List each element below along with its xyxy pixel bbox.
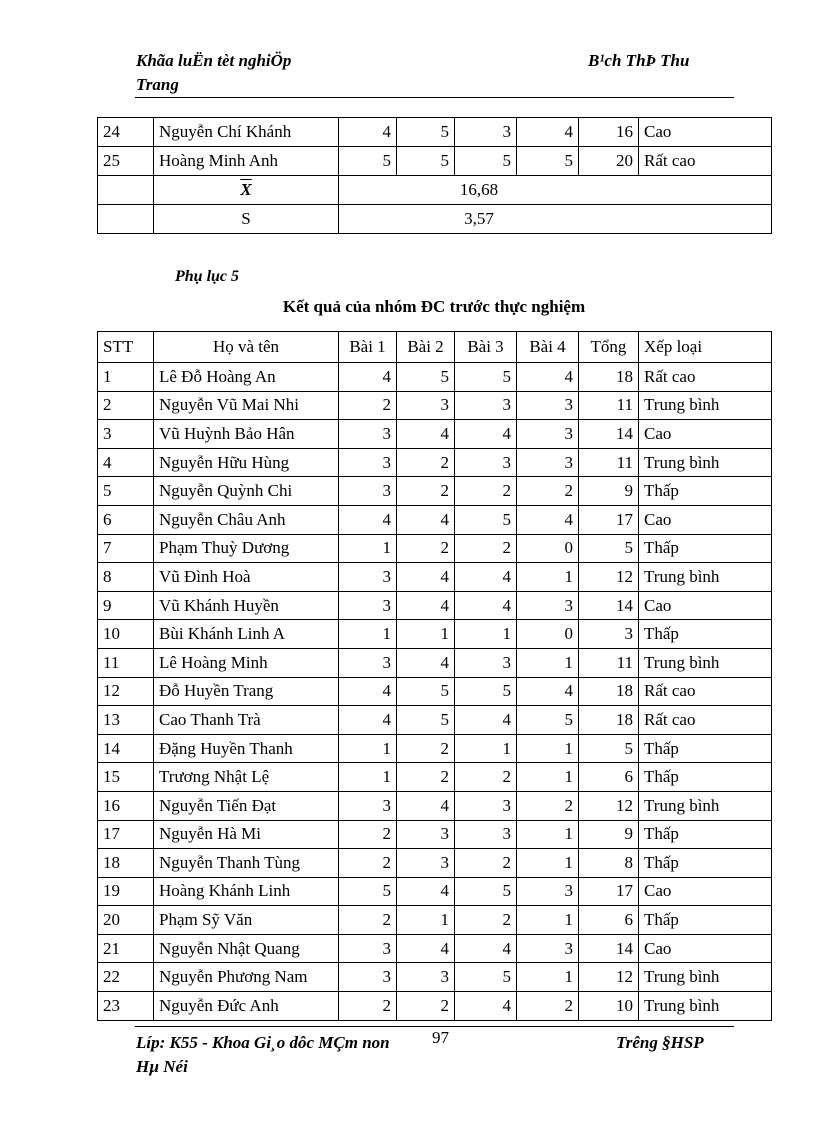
bai4-cell: 4 — [517, 677, 579, 706]
rank-cell: Thấp — [639, 734, 772, 763]
rank-cell: Cao — [639, 118, 772, 147]
bai1-cell: 1 — [339, 534, 397, 563]
col-header-rank: Xếp loại — [639, 332, 772, 363]
bai4-cell: 2 — [517, 477, 579, 506]
total-cell: 5 — [579, 734, 639, 763]
name-cell: Hoàng Minh Anh — [154, 147, 339, 176]
total-cell: 18 — [579, 363, 639, 392]
mean-row — [98, 176, 772, 205]
stt-cell: 6 — [98, 505, 154, 534]
bai1-cell: 5 — [339, 147, 397, 176]
rank-cell: Trung bình — [639, 448, 772, 477]
page-number: 97 — [432, 1028, 449, 1047]
table-row — [98, 963, 772, 992]
total-cell: 20 — [579, 147, 639, 176]
table-row — [98, 992, 772, 1021]
bai2-cell: 4 — [397, 877, 455, 906]
bai1-cell: 4 — [339, 118, 397, 147]
bai2-cell: 2 — [397, 763, 455, 792]
stt-cell: 24 — [98, 118, 154, 147]
rank-cell: Rất cao — [639, 706, 772, 735]
table-row — [98, 906, 772, 935]
bai3-cell: 3 — [455, 448, 517, 477]
bai3-cell: 4 — [455, 992, 517, 1021]
name-cell: Nguyễn Quỳnh Chi — [154, 477, 339, 506]
total-cell: 14 — [579, 934, 639, 963]
name-cell: Vũ Khánh Huyền — [154, 591, 339, 620]
footer-rule — [135, 1026, 734, 1027]
stt-cell: 25 — [98, 147, 154, 176]
bai2-cell: 3 — [397, 849, 455, 878]
bai3-cell: 4 — [455, 591, 517, 620]
bai2-cell: 5 — [397, 677, 455, 706]
results-table — [97, 331, 772, 1021]
name-cell: Nguyễn Phương Nam — [154, 963, 339, 992]
bai3-cell: 3 — [455, 391, 517, 420]
table-row — [98, 791, 772, 820]
rank-cell: Thấp — [639, 820, 772, 849]
bai1-cell: 3 — [339, 420, 397, 449]
mean-label: $\overline{X}$ — [154, 176, 339, 205]
table-header-row — [98, 332, 772, 363]
total-cell: 12 — [579, 791, 639, 820]
rank-cell: Trung bình — [639, 963, 772, 992]
bai1-cell: 2 — [339, 820, 397, 849]
bai2-cell: 2 — [397, 477, 455, 506]
bai1-cell: 1 — [339, 734, 397, 763]
bai2-cell: 5 — [397, 118, 455, 147]
name-cell: Nguyễn Chí Khánh — [154, 118, 339, 147]
bai3-cell: 3 — [455, 648, 517, 677]
stt-cell: 20 — [98, 906, 154, 935]
table-row — [98, 477, 772, 506]
name-cell: Nguyễn Thanh Tùng — [154, 849, 339, 878]
table-row — [98, 118, 772, 147]
bai1-cell: 3 — [339, 648, 397, 677]
header-rule — [135, 97, 734, 98]
table-row — [98, 363, 772, 392]
stt-cell: 17 — [98, 820, 154, 849]
col-header-total: Tổng — [579, 332, 639, 363]
footer-school: Trêng §HSP — [616, 1033, 704, 1052]
table-row — [98, 620, 772, 649]
rank-cell: Trung bình — [639, 791, 772, 820]
stt-cell: 21 — [98, 934, 154, 963]
bai2-cell: 3 — [397, 820, 455, 849]
appendix-title: Phụ lục 5 — [175, 268, 240, 285]
col-header-bai3: Bài 3 — [455, 332, 517, 363]
bai2-cell: 4 — [397, 934, 455, 963]
header-title: Khãa luËn tèt nghiÖp — [136, 51, 292, 70]
table-title: Kết quả của nhóm ĐC trước thực nghiệm — [282, 297, 586, 316]
stt-cell: 18 — [98, 849, 154, 878]
mean-value: 16,68 — [459, 180, 499, 199]
bai3-cell: 5 — [455, 363, 517, 392]
stt-cell: 19 — [98, 877, 154, 906]
bai1-cell: 4 — [339, 677, 397, 706]
rank-cell: Rất cao — [639, 147, 772, 176]
col-header-bai1: Bài 1 — [339, 332, 397, 363]
table-row — [98, 849, 772, 878]
stt-cell: 14 — [98, 734, 154, 763]
total-cell: 8 — [579, 849, 639, 878]
bai1-cell: 1 — [339, 763, 397, 792]
bai2-cell: 4 — [397, 591, 455, 620]
rank-cell: Cao — [639, 877, 772, 906]
bai2-cell: 3 — [397, 391, 455, 420]
total-cell: 17 — [579, 877, 639, 906]
bai4-cell: 1 — [517, 820, 579, 849]
rank-cell: Thấp — [639, 906, 772, 935]
table-row — [98, 706, 772, 735]
rank-cell: Trung bình — [639, 391, 772, 420]
name-cell: Nguyễn Đức Anh — [154, 992, 339, 1021]
header-title-cont: Trang — [136, 75, 179, 94]
rank-cell: Trung bình — [639, 563, 772, 592]
total-cell: 14 — [579, 420, 639, 449]
bai4-cell: 2 — [517, 791, 579, 820]
total-cell: 18 — [579, 706, 639, 735]
total-cell: 12 — [579, 963, 639, 992]
bai2-cell: 5 — [397, 147, 455, 176]
table-row — [98, 734, 772, 763]
stt-cell: 3 — [98, 420, 154, 449]
stt-cell: 16 — [98, 791, 154, 820]
bai3-cell: 2 — [455, 906, 517, 935]
bai4-cell: 3 — [517, 591, 579, 620]
bai3-cell: 2 — [455, 763, 517, 792]
rank-cell: Cao — [639, 934, 772, 963]
bai3-cell: 3 — [455, 820, 517, 849]
rank-cell: Cao — [639, 591, 772, 620]
bai4-cell: 0 — [517, 620, 579, 649]
bai2-cell: 5 — [397, 706, 455, 735]
sd-label: S — [154, 205, 339, 234]
bai1-cell: 4 — [339, 505, 397, 534]
name-cell: Nguyễn Tiến Đạt — [154, 791, 339, 820]
stt-cell: 15 — [98, 763, 154, 792]
bai1-cell: 3 — [339, 934, 397, 963]
table-row — [98, 563, 772, 592]
bai1-cell: 3 — [339, 477, 397, 506]
rank-cell: Cao — [639, 505, 772, 534]
bai3-cell: 5 — [455, 505, 517, 534]
bai1-cell: 2 — [339, 391, 397, 420]
col-header-bai4: Bài 4 — [517, 332, 579, 363]
stt-cell: 4 — [98, 448, 154, 477]
table-row — [98, 934, 772, 963]
bai4-cell: 3 — [517, 420, 579, 449]
table-row — [98, 448, 772, 477]
table-row — [98, 763, 772, 792]
bai2-cell: 4 — [397, 648, 455, 677]
total-cell: 9 — [579, 477, 639, 506]
table-row — [98, 591, 772, 620]
bai2-cell: 2 — [397, 448, 455, 477]
bai3-cell: 4 — [455, 934, 517, 963]
bai4-cell: 4 — [517, 118, 579, 147]
rank-cell: Thấp — [639, 763, 772, 792]
bai1-cell: 3 — [339, 563, 397, 592]
bai4-cell: 4 — [517, 505, 579, 534]
bai4-cell: 4 — [517, 363, 579, 392]
bai4-cell: 0 — [517, 534, 579, 563]
table-row — [98, 391, 772, 420]
name-cell: Bùi Khánh Linh A — [154, 620, 339, 649]
name-cell: Lê Hoàng Minh — [154, 648, 339, 677]
bai1-cell: 4 — [339, 706, 397, 735]
total-cell: 14 — [579, 591, 639, 620]
bai2-cell: 1 — [397, 620, 455, 649]
total-cell: 6 — [579, 763, 639, 792]
bai2-cell: 4 — [397, 505, 455, 534]
rank-cell: Rất cao — [639, 363, 772, 392]
bai3-cell: 4 — [455, 420, 517, 449]
table-row — [98, 420, 772, 449]
total-cell: 11 — [579, 448, 639, 477]
table-row — [98, 648, 772, 677]
name-cell: Đặng Huyền Thanh — [154, 734, 339, 763]
total-cell: 16 — [579, 118, 639, 147]
total-cell: 11 — [579, 648, 639, 677]
bai4-cell: 1 — [517, 906, 579, 935]
bai4-cell: 3 — [517, 877, 579, 906]
name-cell: Vũ Huỳnh Bảo Hân — [154, 420, 339, 449]
bai4-cell: 1 — [517, 563, 579, 592]
bai4-cell: 5 — [517, 147, 579, 176]
bai1-cell: 2 — [339, 992, 397, 1021]
bai2-cell: 4 — [397, 563, 455, 592]
name-cell: Cao Thanh Trà — [154, 706, 339, 735]
footer-city: Hµ Néi — [136, 1057, 188, 1076]
bai1-cell: 5 — [339, 877, 397, 906]
table-row — [98, 820, 772, 849]
bai4-cell: 1 — [517, 763, 579, 792]
table-row — [98, 877, 772, 906]
stt-cell: 5 — [98, 477, 154, 506]
name-cell: Nguyễn Châu Anh — [154, 505, 339, 534]
bai4-cell: 1 — [517, 734, 579, 763]
name-cell: Nguyễn Hữu Hùng — [154, 448, 339, 477]
table-row — [98, 147, 772, 176]
bai2-cell: 2 — [397, 534, 455, 563]
bai2-cell: 1 — [397, 906, 455, 935]
bai3-cell: 4 — [455, 563, 517, 592]
total-cell: 11 — [579, 391, 639, 420]
total-cell: 3 — [579, 620, 639, 649]
bai2-cell: 2 — [397, 734, 455, 763]
stt-cell: 7 — [98, 534, 154, 563]
sd-value: 3,57 — [464, 209, 494, 228]
bai2-cell: 4 — [397, 420, 455, 449]
rank-cell: Trung bình — [639, 992, 772, 1021]
footer-class: Líp: K55 - Khoa Gi¸o dôc MÇm non — [136, 1033, 390, 1052]
bai3-cell: 2 — [455, 849, 517, 878]
name-cell: Phạm Thuỳ Dương — [154, 534, 339, 563]
table-row — [98, 534, 772, 563]
name-cell: Trương Nhật Lệ — [154, 763, 339, 792]
bai2-cell: 5 — [397, 363, 455, 392]
bai4-cell: 3 — [517, 391, 579, 420]
total-cell: 9 — [579, 820, 639, 849]
continued-table — [97, 117, 772, 234]
bai3-cell: 2 — [455, 534, 517, 563]
name-cell: Nguyễn Nhật Quang — [154, 934, 339, 963]
bai2-cell: 2 — [397, 992, 455, 1021]
bai1-cell: 3 — [339, 448, 397, 477]
rank-cell: Thấp — [639, 477, 772, 506]
stt-cell: 12 — [98, 677, 154, 706]
stt-cell: 1 — [98, 363, 154, 392]
bai3-cell: 2 — [455, 477, 517, 506]
bai4-cell: 1 — [517, 849, 579, 878]
name-cell: Nguyễn Hà Mi — [154, 820, 339, 849]
sd-row — [98, 205, 772, 234]
stt-cell: 9 — [98, 591, 154, 620]
rank-cell: Cao — [639, 420, 772, 449]
bai3-cell: 5 — [455, 677, 517, 706]
name-cell: Nguyễn Vũ Mai Nhi — [154, 391, 339, 420]
table-row — [98, 505, 772, 534]
bai4-cell: 5 — [517, 706, 579, 735]
stt-cell: 2 — [98, 391, 154, 420]
rank-cell: Trung bình — [639, 648, 772, 677]
bai1-cell: 1 — [339, 620, 397, 649]
rank-cell: Rất cao — [639, 677, 772, 706]
total-cell: 18 — [579, 677, 639, 706]
name-cell: Hoàng Khánh Linh — [154, 877, 339, 906]
bai1-cell: 2 — [339, 906, 397, 935]
total-cell: 6 — [579, 906, 639, 935]
bai3-cell: 4 — [455, 706, 517, 735]
col-header-bai2: Bài 2 — [397, 332, 455, 363]
stt-cell: 23 — [98, 992, 154, 1021]
rank-cell: Thấp — [639, 534, 772, 563]
total-cell: 10 — [579, 992, 639, 1021]
bai3-cell: 5 — [455, 963, 517, 992]
bai4-cell: 3 — [517, 448, 579, 477]
bai1-cell: 3 — [339, 963, 397, 992]
bai3-cell: 3 — [455, 791, 517, 820]
stt-cell: 11 — [98, 648, 154, 677]
stt-cell: 22 — [98, 963, 154, 992]
total-cell: 5 — [579, 534, 639, 563]
total-cell: 17 — [579, 505, 639, 534]
bai3-cell: 5 — [455, 147, 517, 176]
bai1-cell: 2 — [339, 849, 397, 878]
bai4-cell: 1 — [517, 963, 579, 992]
bai1-cell: 3 — [339, 791, 397, 820]
name-cell: Đỗ Huyền Trang — [154, 677, 339, 706]
stt-cell: 13 — [98, 706, 154, 735]
stt-cell: 8 — [98, 563, 154, 592]
name-cell: Lê Đỗ Hoàng An — [154, 363, 339, 392]
table-row — [98, 677, 772, 706]
bai2-cell: 4 — [397, 791, 455, 820]
rank-cell: Thấp — [639, 620, 772, 649]
bai1-cell: 4 — [339, 363, 397, 392]
total-cell: 12 — [579, 563, 639, 592]
rank-cell: Thấp — [639, 849, 772, 878]
bai2-cell: 3 — [397, 963, 455, 992]
bai1-cell: 3 — [339, 591, 397, 620]
name-cell: Phạm Sỹ Văn — [154, 906, 339, 935]
bai3-cell: 1 — [455, 620, 517, 649]
bai3-cell: 1 — [455, 734, 517, 763]
bai3-cell: 3 — [455, 118, 517, 147]
stt-cell: 10 — [98, 620, 154, 649]
bai4-cell: 2 — [517, 992, 579, 1021]
header-author: B¹ch ThÞ Thu — [588, 51, 690, 70]
col-header-name: Họ và tên — [154, 332, 339, 363]
bai4-cell: 3 — [517, 934, 579, 963]
name-cell: Vũ Đình Hoà — [154, 563, 339, 592]
bai4-cell: 1 — [517, 648, 579, 677]
bai3-cell: 5 — [455, 877, 517, 906]
col-header-stt: STT — [98, 332, 154, 363]
